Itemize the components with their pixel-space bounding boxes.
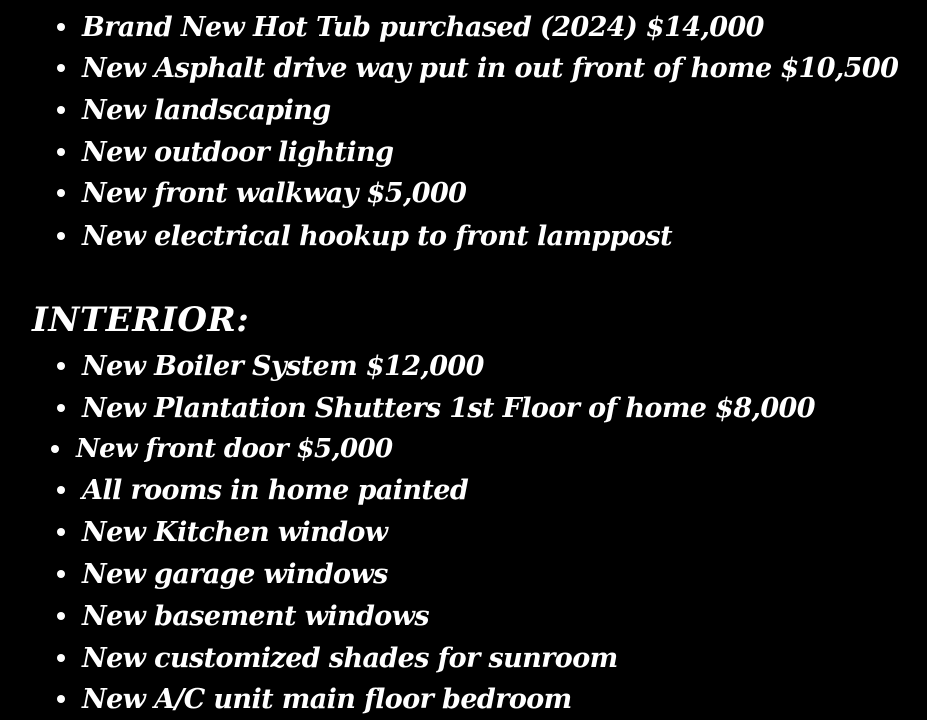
list-item <box>57 135 393 169</box>
list-item-text: New basement windows <box>82 600 429 632</box>
bullet-icon <box>51 445 59 453</box>
bullet-icon <box>57 232 65 240</box>
bullet-icon <box>57 695 65 703</box>
list-item <box>57 349 484 383</box>
list-item <box>57 599 429 633</box>
list-item <box>57 682 572 716</box>
list-item-text: New landscaping <box>82 94 331 126</box>
list-item-text: New A/C unit main floor bedroom <box>82 683 572 715</box>
list-item-text: New front door $5,000 <box>76 434 393 464</box>
bullet-icon <box>57 189 65 197</box>
list-item <box>57 51 898 85</box>
list-item-text: Brand New Hot Tub purchased (2024) $14,000 <box>82 11 764 43</box>
bullet-icon <box>57 654 65 662</box>
list-item-text: New front walkway $5,000 <box>82 177 467 209</box>
list-item-text: New outdoor lighting <box>82 136 394 168</box>
bullet-icon <box>57 362 65 370</box>
list-item <box>57 176 466 210</box>
list-item-text: New electrical hookup to front lamppost <box>82 220 672 252</box>
bullet-icon <box>57 106 65 114</box>
bullet-icon <box>57 570 65 578</box>
bullet-icon <box>57 612 65 620</box>
bullet-icon <box>57 528 65 536</box>
list-item-text: New Boiler System $12,000 <box>82 350 484 382</box>
list-item-text: New customized shades for sunroom <box>82 642 618 674</box>
bullet-icon <box>57 64 65 72</box>
list-item <box>57 10 764 44</box>
list-item <box>57 93 331 127</box>
list-item <box>57 473 468 507</box>
list-item-text: New garage windows <box>82 558 388 590</box>
interior-heading: INTERIOR: <box>32 300 250 340</box>
list-item <box>57 515 387 549</box>
bullet-icon <box>57 404 65 412</box>
list-item-text: All rooms in home painted <box>82 474 469 506</box>
list-item <box>57 219 672 253</box>
list-item <box>57 641 618 675</box>
list-item <box>57 557 388 591</box>
list-item-text: New Asphalt drive way put in out front of home $10,500 <box>82 52 899 84</box>
list-item <box>51 432 392 466</box>
list-item-text: New Plantation Shutters 1st Floor of home $8,000 <box>82 392 815 424</box>
bullet-icon <box>57 148 65 156</box>
bullet-icon <box>57 23 65 31</box>
bullet-icon <box>57 486 65 494</box>
list-item-text: New Kitchen window <box>82 516 388 548</box>
list-item <box>57 391 815 425</box>
